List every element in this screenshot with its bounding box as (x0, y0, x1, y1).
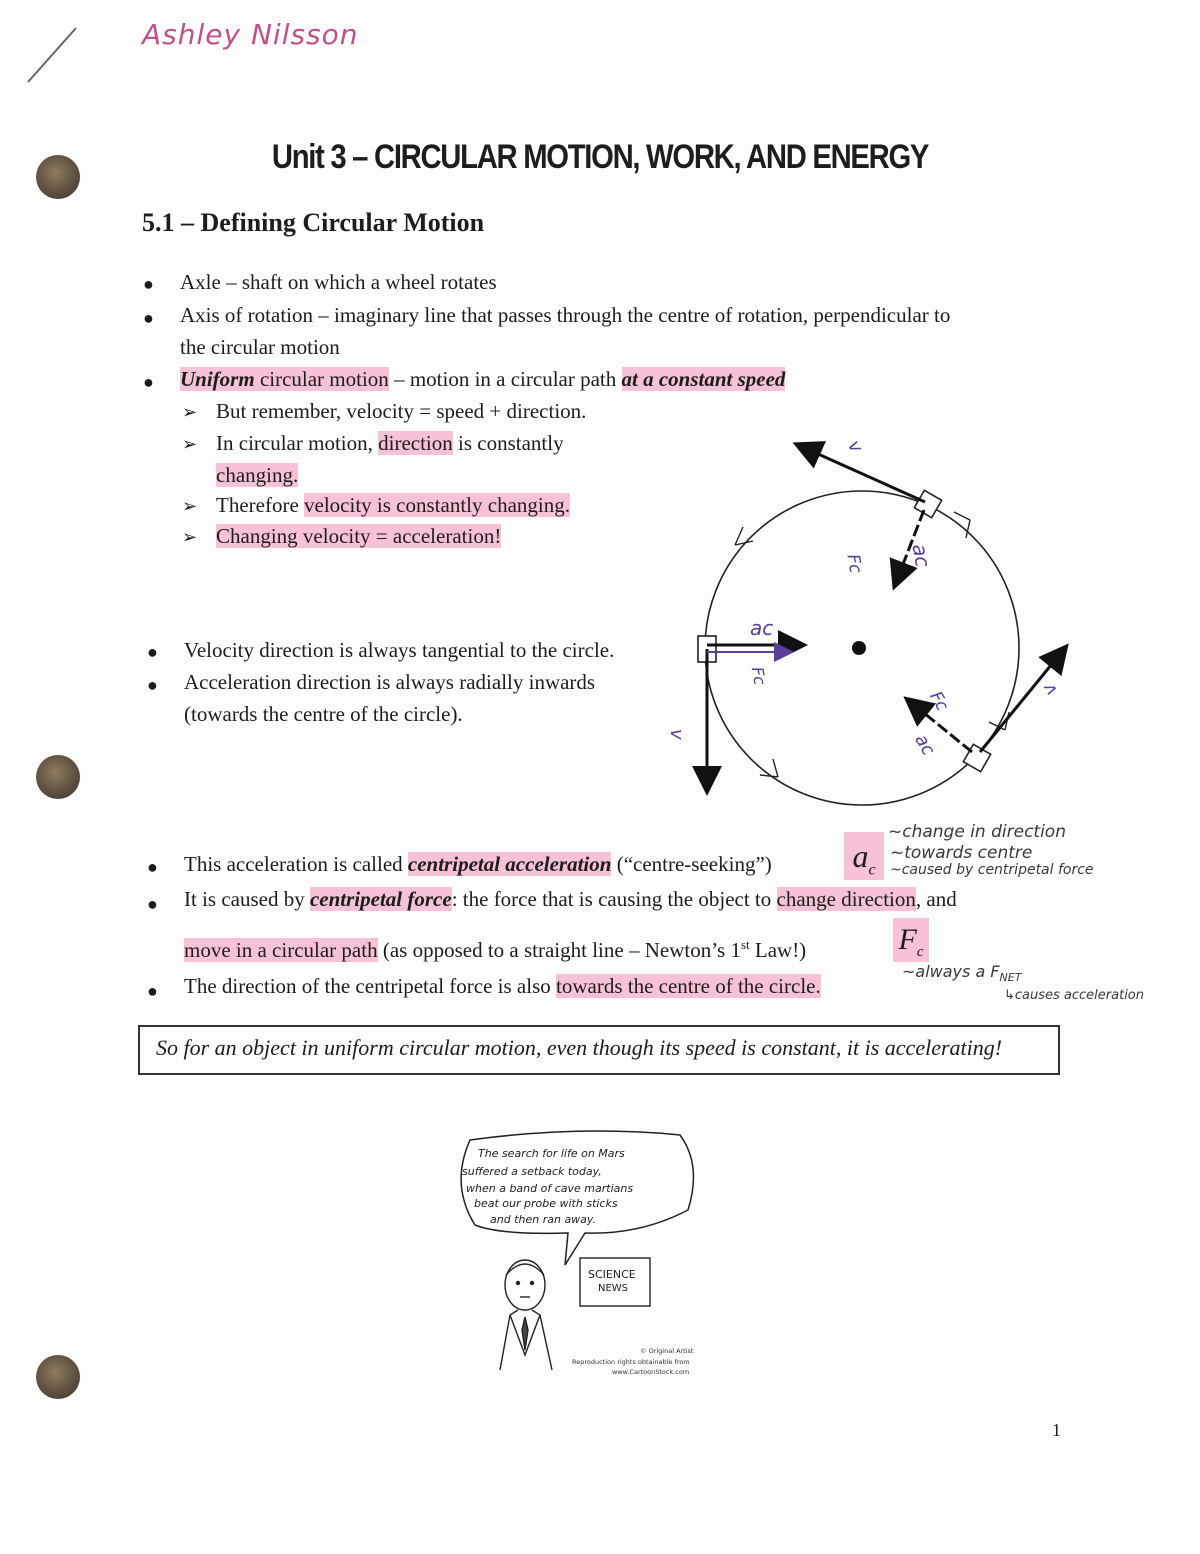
cf-c: : the force that is causing the object to (451, 887, 777, 911)
sign-line-1: SCIENCE (588, 1268, 636, 1281)
axis-definition: Axis of rotation – imaginary line that passes through the centre of rotation, perpendicular to (180, 303, 951, 327)
label-ac-left: ac (750, 616, 774, 640)
bullet-dot: ● (147, 642, 158, 662)
cf-sup: st (740, 937, 750, 952)
section-heading: 5.1 – Defining Circular Motion (142, 208, 485, 237)
cf-e: , and (915, 887, 957, 911)
label-v-left: v (666, 729, 687, 740)
bubble-line-5: and then ran away. (490, 1213, 597, 1226)
punch-hole (36, 155, 80, 199)
note-always-fnet (902, 962, 1021, 984)
centre-point (852, 641, 866, 655)
bullet-dot: ● (147, 894, 158, 914)
ac-symbol-sub: c (868, 861, 876, 879)
arrow-bullet-icon: ➢ (182, 527, 198, 547)
fd-a: The direction of the centripetal force is also (184, 974, 557, 998)
punch-hole (36, 755, 80, 799)
sub-changing-hl: Changing velocity = acceleration! (216, 524, 502, 548)
bullet-dot: ● (147, 981, 158, 1001)
summary-box (138, 1025, 1060, 1075)
bullet-dot: ● (143, 274, 154, 294)
sub-direction-cont (216, 463, 298, 488)
ca-c: (“centre-seeking”) (611, 852, 772, 876)
label-ac-bottom: ac (910, 730, 939, 760)
centripetal-acceleration-line (184, 852, 772, 877)
axle-definition: Axle – shaft on which a wheel rotates (180, 270, 497, 294)
ucm-highlight: at a constant speed (621, 367, 786, 391)
pencil-mark (20, 20, 90, 90)
centripetal-force-line (184, 887, 957, 912)
axis-definition-cont: the circular motion (180, 335, 340, 359)
ucm-definition (180, 367, 785, 392)
ucm-term2: circular motion (254, 367, 389, 391)
sub-velocity: But remember, velocity = speed + direction. (216, 399, 587, 423)
force-direction-line (184, 974, 821, 999)
sub-direction-c: is constantly (452, 431, 564, 455)
sub-therefore-a: Therefore (216, 493, 305, 517)
bubble-line-4: beat our probe with sticks (474, 1197, 618, 1210)
object-top (914, 490, 941, 517)
arrow-bullet-icon: ➢ (182, 402, 198, 422)
label-ac-top: ac (907, 541, 936, 569)
sub-direction-a: In circular motion, (216, 431, 379, 455)
label-v-right: v (1038, 679, 1062, 700)
sub-direction-d: changing. (216, 463, 299, 487)
sub-direction-hl: direction (378, 431, 453, 455)
summary-text: So for an object in uniform circular motion, even though its speed is constant, it is accelerating! (156, 1035, 1003, 1060)
ucm-def: – motion in a circular path (388, 367, 622, 391)
sub-direction (216, 431, 564, 456)
cf-change-direction: change direction (776, 887, 916, 911)
credit-line-1: © Original Artist (640, 1347, 694, 1355)
circular-motion-diagram (640, 430, 1100, 830)
note-causes-acceleration: ↳causes acceleration (1004, 988, 1145, 1003)
cf-a: It is caused by (184, 887, 310, 911)
cf-term: centripetal force (309, 887, 452, 911)
arrow-bullet-icon: ➢ (182, 496, 198, 516)
ac-symbol (844, 832, 884, 880)
note-always-fnet-a: ~always a F (902, 962, 1000, 981)
punch-hole (36, 1355, 80, 1399)
fc-symbol-sub: c (916, 944, 924, 960)
bubble-line-3: when a band of cave martians (466, 1182, 634, 1195)
arrow-bullet-icon: ➢ (182, 434, 198, 454)
label-fc-top: Fc (842, 552, 866, 575)
label-fc-left: Fc (747, 665, 770, 687)
bullet-dot: ● (143, 308, 154, 328)
credit-line-3: www.CartoonStock.com (612, 1368, 690, 1376)
ac-symbol-a: a (852, 838, 869, 874)
bullet-dot: ● (143, 372, 154, 392)
sub-changing (216, 524, 501, 549)
note-towards-centre: ~towards centre (890, 843, 1033, 863)
label-fc-bottom: Fc (925, 688, 953, 715)
sign-line-2: NEWS (598, 1283, 629, 1294)
label-v-top: v (843, 436, 867, 457)
fc-symbol-f: F (898, 923, 917, 956)
ca-a: This acceleration is called (184, 852, 408, 876)
note-always-fnet-sub: NET (999, 971, 1022, 985)
note-change-direction: ~change in direction (888, 822, 1066, 842)
sub-therefore (216, 493, 570, 518)
sub-therefore-hl: velocity is constantly changing. (304, 493, 570, 517)
ucm-term: Uniform (180, 367, 255, 391)
ca-term: centripetal acceleration (407, 852, 612, 876)
cf-g: (as opposed to a straight line – Newton’s 1 (377, 938, 741, 962)
bubble-line-2: suffered a setback today, (462, 1165, 602, 1178)
centripetal-force-line-cont (184, 937, 806, 963)
cf-h: Law!) (749, 938, 807, 962)
cartoon (440, 1125, 720, 1385)
credit-line-2: Reproduction rights obtainable from (572, 1358, 690, 1366)
fc-symbol (893, 918, 929, 962)
fd-hl: towards the centre of the circle. (556, 974, 821, 998)
page-title: Unit 3 – CIRCULAR MOTION, WORK, AND ENERGY (271, 138, 929, 176)
bullet-dot: ● (147, 857, 158, 877)
presenter-figure (500, 1260, 552, 1370)
note-caused-by: ~caused by centripetal force (890, 862, 1094, 878)
bubble-line-1: The search for life on Mars (478, 1147, 625, 1160)
science-news-sign (580, 1258, 650, 1306)
page-number: 1 (1052, 1420, 1061, 1440)
bullet-dot: ● (147, 675, 158, 695)
acceleration-direction: Acceleration direction is always radially inwards (184, 670, 596, 694)
student-name: Ashley Nilsson (142, 18, 359, 51)
acceleration-direction-cont: (towards the centre of the circle). (184, 702, 463, 726)
velocity-direction: Velocity direction is always tangential to the circle. (184, 638, 615, 662)
cf-circular-path: move in a circular path (184, 938, 378, 962)
